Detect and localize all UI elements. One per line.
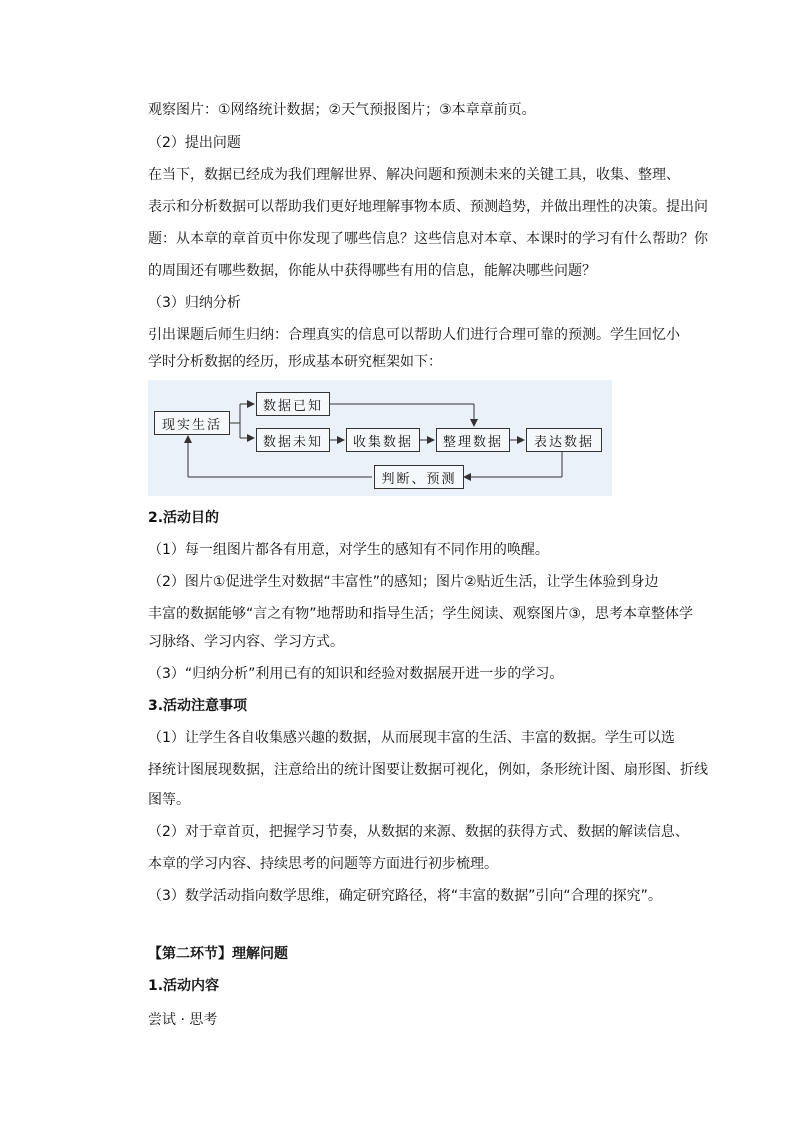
- paragraph-line: 在当下，数据已经成为我们理解世界、解决问题和预测未来的关键工具，收集、整理、: [148, 167, 680, 183]
- paragraph-line: 丰富的数据能够“言之有物”地帮助和指导生活；学生阅读、观察图片③，思考本章整体学: [148, 606, 694, 622]
- box-real-life: 现实生活: [154, 411, 230, 435]
- paragraph-line: （3）数学活动指向数学思维，确定研究路径，将“丰富的数据”引向“合理的探究”。: [148, 888, 662, 904]
- paragraph-line: （2）图片①促进学生对数据“丰富性”的感知；图片②贴近生活，让学生体验到身边: [148, 574, 659, 590]
- paragraph-line: 学时分析数据的经历，形成基本研究框架如下：: [148, 354, 442, 370]
- paragraph-line: 题：从本章的章首页中你发现了哪些信息？这些信息对本章、本课时的学习有什么帮助？你: [148, 231, 708, 247]
- paragraph-line: 引出课题后师生归纳：合理真实的信息可以帮助人们进行合理可靠的预测。学生回忆小: [148, 327, 680, 343]
- box-data-unknown: 数据未知: [256, 428, 330, 452]
- subheading-raise-question: （2）提出问题: [148, 135, 241, 151]
- box-organize-data: 整理数据: [436, 428, 510, 452]
- section-heading-second-stage: 【第二环节】理解问题: [148, 946, 288, 962]
- paragraph-line: （2）对于章首页，把握学习节奏，从数据的来源、数据的获得方式、数据的解读信息、: [148, 824, 689, 840]
- paragraph-line: 择统计图展现数据，注意给出的统计图要让数据可视化，例如，条形统计图、扇形图、折线: [148, 762, 708, 778]
- paragraph-line: （1）让学生各自收集感兴趣的数据，从而展现丰富的生活、丰富的数据。学生可以选: [148, 730, 675, 746]
- heading-activity-purpose: 2.活动目的: [148, 510, 220, 526]
- heading-activity-content: 1.活动内容: [148, 978, 220, 994]
- paragraph-line: 的周围还有哪些数据，你能从中获得哪些有用的信息，能解决哪些问题？: [148, 263, 596, 279]
- paragraph-line: 表示和分析数据可以帮助我们更好地理解事物本质、预测趋势，并做出理性的决策。提出问: [148, 199, 708, 215]
- paragraph-line: 图等。: [148, 792, 190, 808]
- subheading-induction: （3）归纳分析: [148, 295, 241, 311]
- research-framework-flowchart: [148, 380, 612, 496]
- heading-activity-notes: 3.活动注意事项: [148, 698, 248, 714]
- paragraph-line: 习脉络、学习内容、学习方式。: [148, 634, 344, 650]
- paragraph-line: （1）每一组图片都各有用意，对学生的感知有不同作用的唤醒。: [148, 542, 549, 558]
- line-observe-pictures: 观察图片：①网络统计数据；②天气预报图片；③本章章前页。: [148, 102, 536, 118]
- box-data-known: 数据已知: [256, 392, 330, 416]
- paragraph-line: （3）“归纳分析”利用已有的知识和经验对数据展开进一步的学习。: [148, 666, 564, 682]
- box-collect-data: 收集数据: [346, 428, 420, 452]
- line-try-think: 尝试 · 思考: [148, 1012, 218, 1028]
- box-represent-data: 表达数据: [526, 428, 602, 452]
- box-judge-predict: 判断、预测: [374, 465, 464, 489]
- paragraph-line: 本章的学习内容、持续思考的问题等方面进行初步梳理。: [148, 856, 498, 872]
